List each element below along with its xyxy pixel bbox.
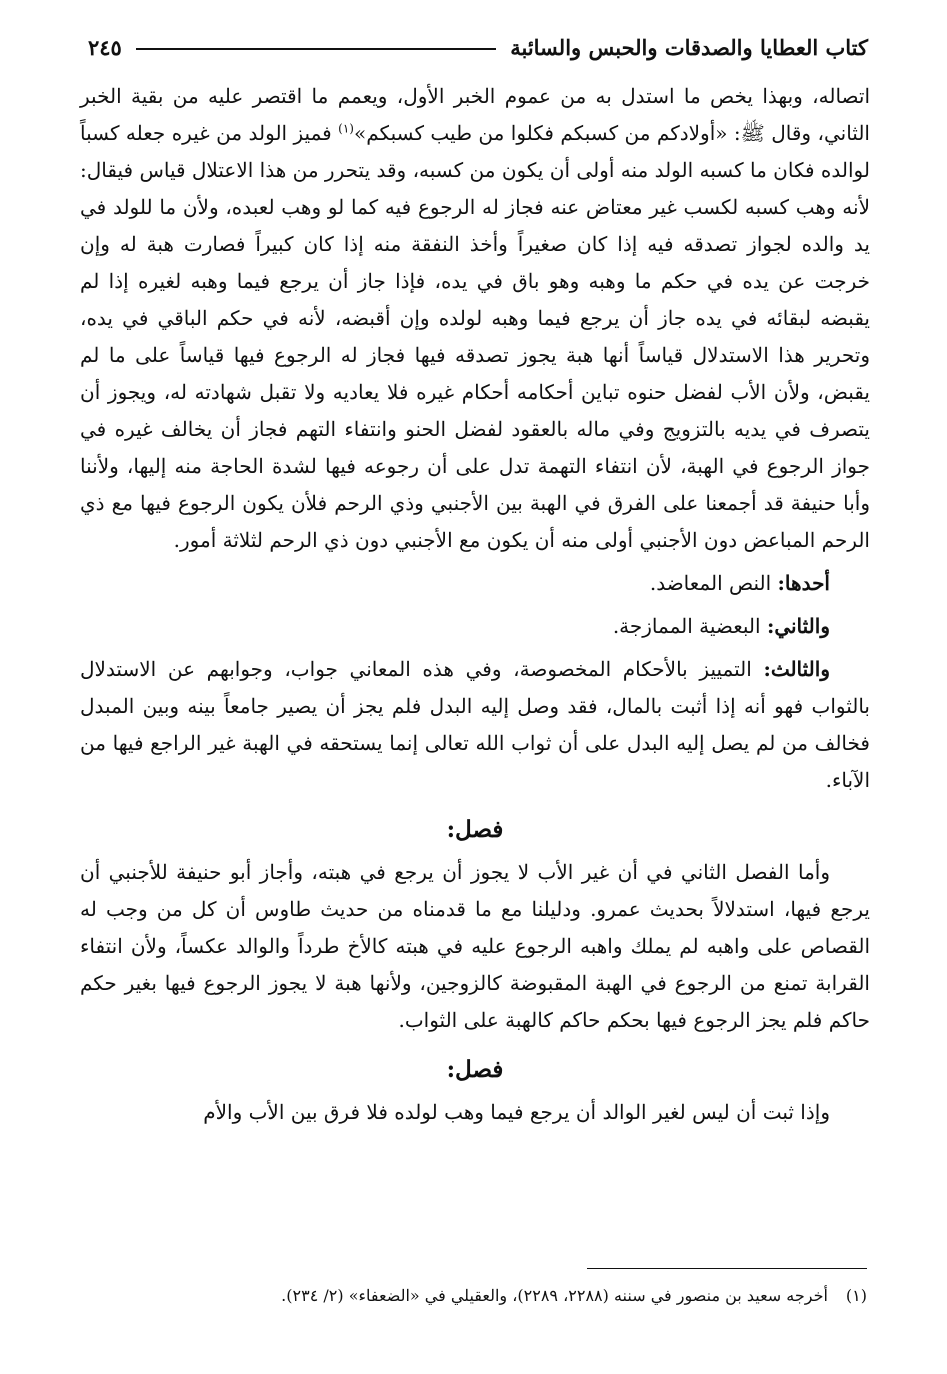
section-heading-2: فصل: [446,1056,504,1083]
running-header [88,30,868,64]
section-1-paragraph: وأما الفصل الثاني في أن غير الأب لا يجوز أن يرجع في هبته، وأجاز أبو حنيفة للأجنبي أن يرجع فيها، استدلالاً بحديث عمرو. ودليلنا مع ما قدمناه من حديث طاوس أن كل من وجب له القصاص على واهبه لم يملك واهبه الرجوع عليه في هبته كالأخ طرداً والوالد عكساً، ولأن انتفاء القرابة تمنع من الرجوع في الهبة المقبوضة كالزوجين، ولأنها هبة لا يجوز الرجوع فيها بغير حكم حاكم فلم يجز الرجوع فيها بحكم حاكم كالهبة على الثواب. [80,860,870,1032]
list-item-first [80,565,870,602]
list-item-first-text: النص المعاضد. [649,571,778,595]
header-rule [136,48,496,50]
list-item-third-text: التمييز بالأحكام المخصوصة، وفي هذه المعاني جواب، وجوابهم عن الاستدلال بالثواب فهو أنه إذا أثبت بالمال، فقد وصل إليه البدل فلم يجز أن يصير جامعاً بينه وبين المبدل فخالف من لم يصل إليه البدل على أن ثواب الله تعالى إنما يستحقه في الهبة غير الراجع فيها من الآباء. [80,657,870,792]
main-text [80,78,870,1131]
list-item-third [80,651,870,799]
list-item-second-lead: والثاني: [766,614,830,638]
list-item-third-lead: والثالث: [763,657,830,681]
footnote [77,1284,867,1308]
footnote-divider [587,1268,867,1269]
footnote-number: (١) [845,1286,867,1305]
paragraph-1-rest: فميز الولد من غيره جعله كسباً لوالده فكان ما كسبه الولد منه أولى أن يكون من كسبه، وقد يتحرر من هذا الاعتلال قياس فيقال: لأنه وهب كسبه لكسب غير معتاض عنه فجاز له الرجوع فيه كما لو وهب لعبده، ولأن ما للولد في يد والده لجواز تصدقه فيه إذا كان صغيراً وأخذ النفقة منه إذا كان كبيراً فصارت هبة له وإن خرجت عن يده في حكم ما وهبه وهو باق في يده، فإذا جاز أن يرجع فيما وهبه لغيره إذا لم يقبضه لبقائه في يده جاز أن يرجع فيما وهبه لولده وإن أقبضه، لأنه في حكم الباقي في يده، وتحرير هذا الاستدلال قياساً أنها هبة يجوز تصدقه فيها فجاز له الرجوع فيها قياساً على ما لم يقبض، ولأن الأب لفضل حنوه تباين أحكامه أحكام غيره فلا يعاديه ولا تقبل شهادته له، ويجوز أن يتصرف في يديه بالتزويج وفي ماله بالعقود لفضل الحنو وانتفاء التهم فجاز أن يخالف غيره في جواز الرجوع في الهبة، لأن انتفاء التهمة تدل على أن رجوعه فيها لشدة الحاجة منه إليها، ولأننا وأبا حنيفة قد أجمعنا على الفرق في الهبة بين الأجنبي وذي الرحم فلأن يكون الرجوع فيها مع ذي الرحم المباعض دون الأجنبي أولى منه أن يكون مع الأجنبي دون ذي الرحم لثلاثة أمور. [80,121,870,552]
footnote-ref: (١) [338,121,354,136]
paragraph-1 [80,78,870,559]
section-heading-1: فصل: [446,816,504,843]
list-item-second [80,608,870,645]
footnote-text: أخرجه سعيد بن منصور في سننه (٢٢٨٨، ٢٢٨٩)، والعقيلي في «الضعفاء» (٢/ ٢٣٤). [281,1286,828,1305]
paragraph-1-text: اتصاله، وبهذا يخص ما استدل به من عموم الخبر الأول، ويعمم ما اقتصر عليه من بقية الخبر الثاني، وقال ﷺ: «أولادكم من كسبكم فكلوا من طيب كسبكم» [80,84,870,145]
section-2-paragraph: وإذا ثبت أن ليس لغير الوالد أن يرجع فيما وهب لولده فلا فرق بين الأب والأم [203,1100,830,1124]
list-item-first-lead: أحدها: [777,571,830,595]
header-title: كتاب العطايا والصدقات والحبس والسائبة [510,34,868,60]
page-number: ٢٤٥ [88,34,122,60]
list-item-second-text: البعضية الممازجة. [612,614,767,638]
